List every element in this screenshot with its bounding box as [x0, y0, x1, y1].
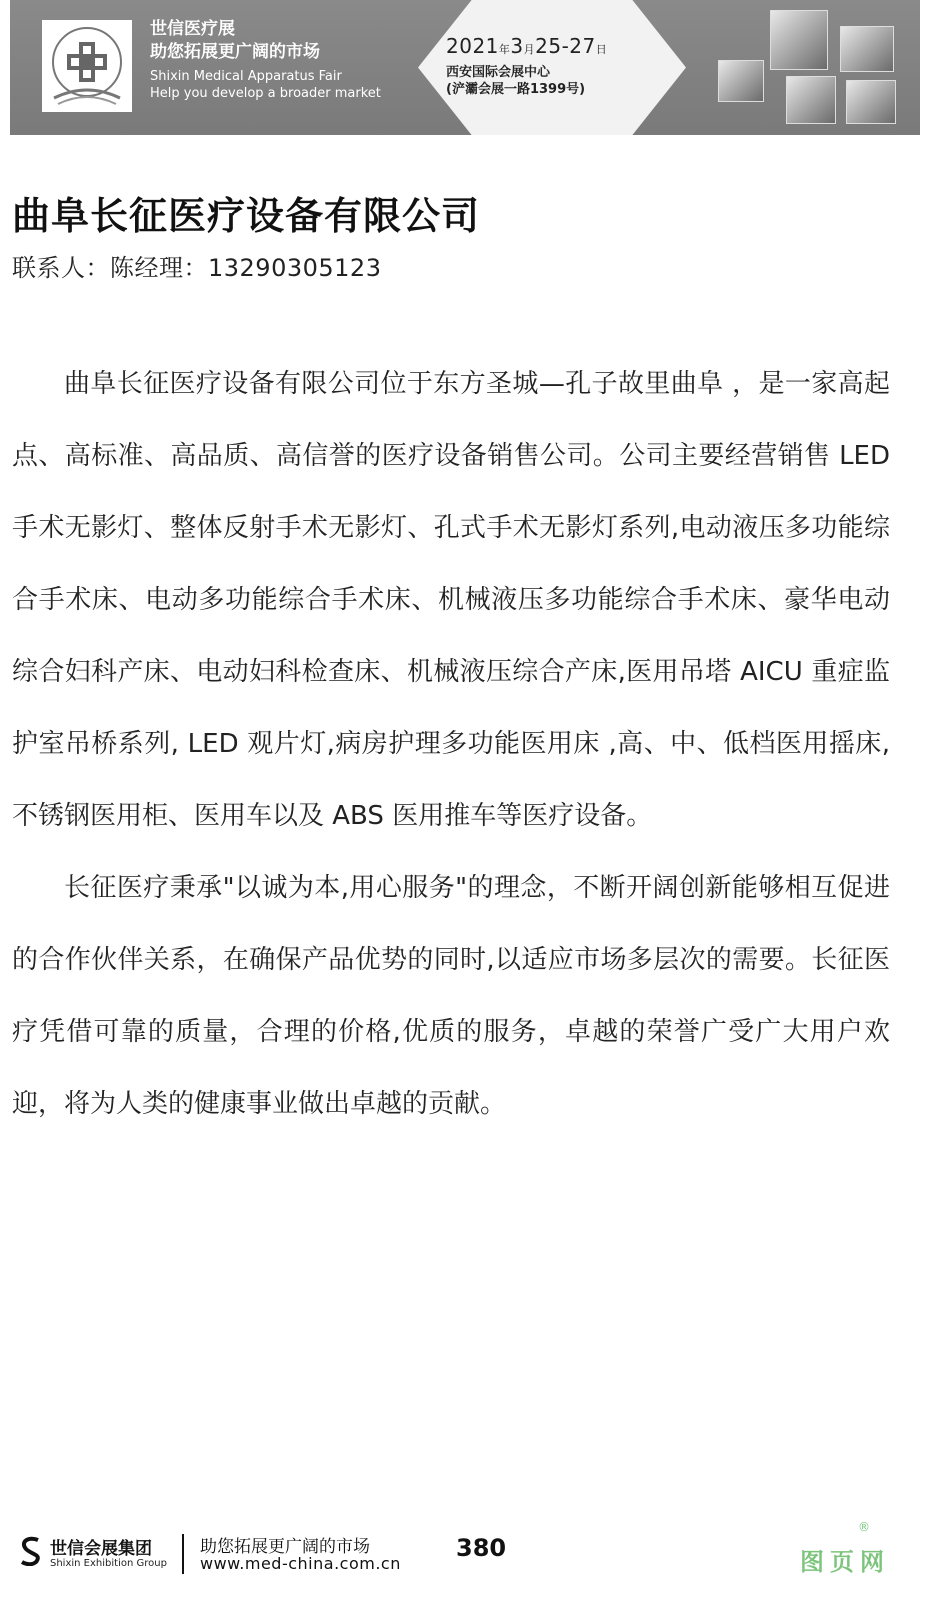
equipment-photo — [840, 26, 894, 72]
header-banner — [10, 0, 920, 135]
equipment-photo — [718, 60, 764, 102]
date-year-suffix: 年 — [498, 43, 511, 56]
date-month: 3 — [510, 34, 524, 58]
company-title: 曲阜长征医疗设备有限公司 — [12, 194, 481, 238]
footer-group-name-en: Shixin Exhibition Group — [50, 1558, 167, 1569]
equipment-photo — [786, 76, 836, 124]
description-paragraph-2: 长征医疗秉承"以诚为本,用心服务"的理念，不断开阔创新能够相互促进的合作伙伴关系，在确保产品优势的同时,以适应市场多层次的需要。长征医疗凭借可靠的质量，合理的价格,优质的服务，卓越的荣誉广受广大用户欢迎，将为人类的健康事业做出卓越的贡献。 — [12, 873, 890, 1119]
date-month-suffix: 月 — [523, 43, 536, 56]
page-number: 380 — [456, 1534, 507, 1562]
event-address: (浐灞会展一路1399号) — [446, 82, 586, 97]
event-date — [446, 34, 607, 58]
equipment-photos — [710, 10, 910, 130]
banner-title-cn: 世信医疗展 — [150, 19, 235, 39]
date-days: 25-27 — [535, 34, 596, 58]
fair-logo — [42, 20, 132, 112]
watermark-registered-icon: ® — [858, 1520, 870, 1534]
event-venue: 西安国际会展中心 — [446, 65, 551, 80]
equipment-photo — [846, 80, 896, 124]
event-venue-block — [446, 64, 585, 98]
equipment-photo — [770, 10, 828, 70]
footer-slogan: 助您拓展更广阔的市场 — [200, 1537, 370, 1557]
medical-cross-logo-icon — [42, 20, 132, 112]
company-description — [12, 348, 890, 1140]
footer-divider — [182, 1534, 184, 1574]
contact-line: 联系人：陈经理：13290305123 — [12, 254, 382, 282]
footer-group-name: 世信会展集团 — [50, 1539, 152, 1559]
footer-url[interactable]: www.med-china.com.cn — [200, 1554, 401, 1573]
date-year: 2021 — [446, 34, 499, 58]
shixin-group-logo-icon — [18, 1536, 44, 1566]
banner-slogan-cn: 助您拓展更广阔的市场 — [150, 42, 320, 62]
watermark: 图页网 — [800, 1548, 890, 1576]
page-footer — [0, 1520, 936, 1600]
banner-slogan-en: Help you develop a broader market — [150, 86, 381, 101]
date-day-suffix: 日 — [595, 43, 608, 56]
banner-title-en: Shixin Medical Apparatus Fair — [150, 69, 342, 84]
banner-text-block — [150, 18, 381, 102]
description-paragraph-1: 曲阜长征医疗设备有限公司位于东方圣城—孔子故里曲阜 ，是一家高起点、高标准、高品质、高信誉的医疗设备销售公司。公司主要经营销售 LED 手术无影灯、整体反射手术无影灯、孔式手术无影灯系列,电动液压多功能综合手术床、电动多功能综合手术床、机械液压多功能综合手术床、豪华电动综合妇科产床、电动妇科检查床、机械液压综合产床,医用吊塔 AICU 重症监护室吊桥系列, LED 观片灯,病房护理多功能医用床 ,高、中、低档医用摇床,不锈钢医用柜、医用车以及 ABS 医用推车等医疗设备。 — [12, 369, 890, 831]
